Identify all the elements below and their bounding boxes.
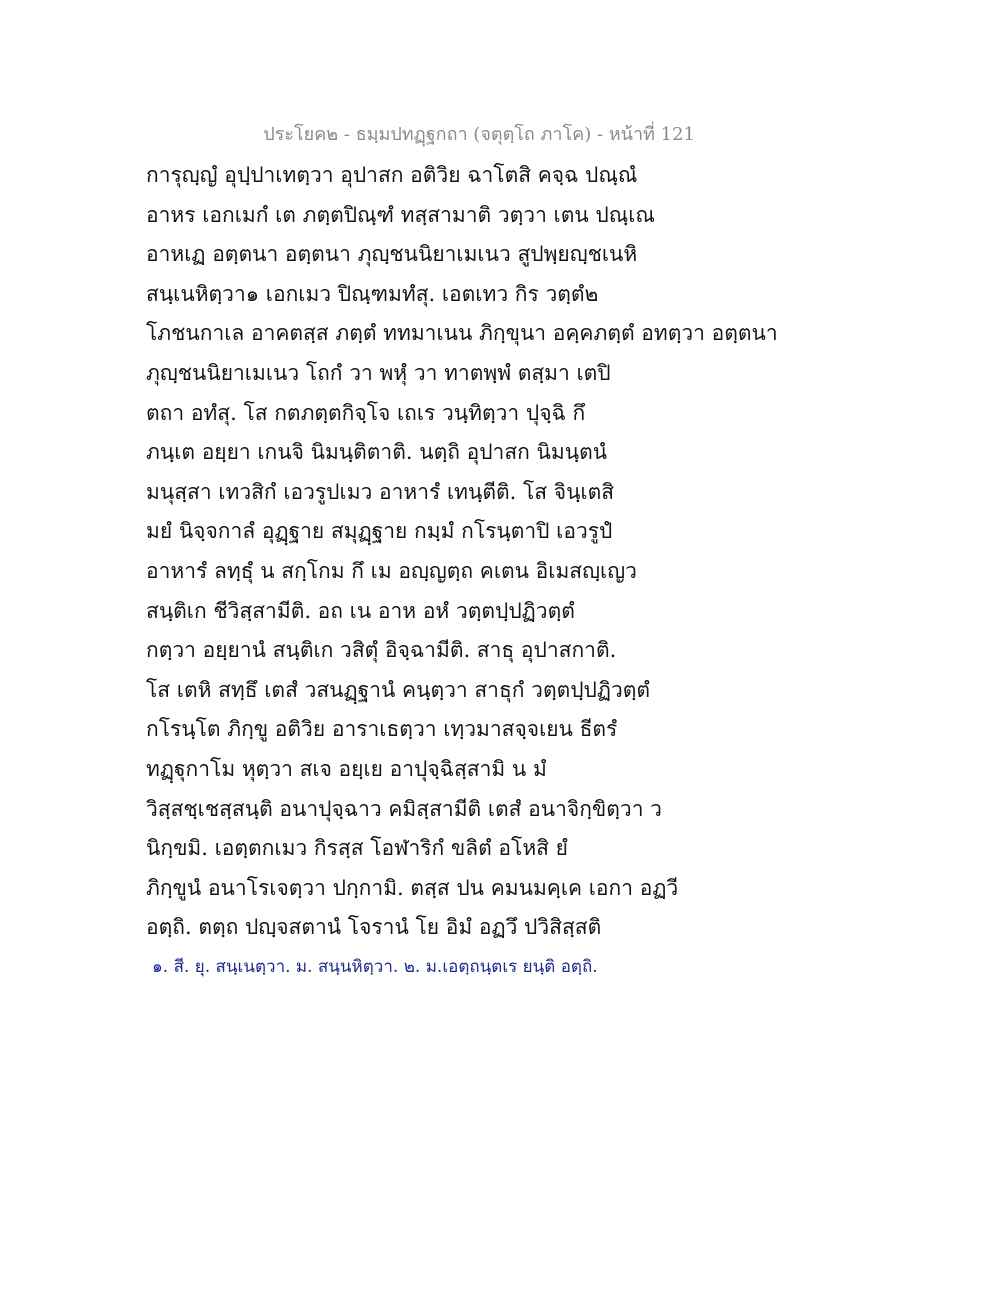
text-line: นิกฺขมิ. เอตฺตกเมว กิรสฺส โอฬาริกํ ขลิตํ อโหสิ ยํ	[146, 836, 568, 861]
running-header: ประโยค๒ - ธมฺมปทฏฺฐกถา (จตุตฺโถ ภาโค) - หน้าที่ 121	[263, 124, 695, 145]
text-line: วิสฺสชฺเชสฺสนฺติ อนาปุจฺฉาว คมิสฺสามีติ เตสํ อนาจิกฺขิตฺวา ว	[146, 796, 662, 821]
text-line: ภิกฺขูนํ อนาโรเจตฺวา ปกฺกามิ. ตสฺส ปน คมนมคฺเค เอกา อฏวี	[146, 875, 679, 900]
text-line: โภชนกาเล อาคตสฺส ภตฺตํ ททมาเนน ภิกฺขุนา อคฺคภตฺตํ อทตฺวา อตฺตนา	[146, 321, 778, 346]
text-line: มยํ นิจฺจกาลํ อุฏฺฐาย สมุฏฺฐาย กมฺมํ กโรนฺตาปิ เอวรูปํ	[146, 519, 613, 544]
text-line: การุญฺญํ อุปฺปาเทตฺวา อุปาสก อติวิย ฉาโตสิ คจฺฉ ปณฺณํ	[146, 163, 638, 187]
text-line: โส เตหิ สทฺธึ เตสํ วสนฏฺฐานํ คนฺตฺวา สาธุกํ วตฺตปฺปฏิวตฺตํ	[146, 677, 651, 702]
text-line: อตฺถิ. ตตฺถ ปญฺจสตานํ โจรานํ โย อิมํ อฏวึ ปวิสิสฺสติ	[146, 915, 602, 940]
text-line: ภุญฺชนนิยาเมเนว โถกํ วา พหุํ วา ทาตพฺพํ ตสฺมา เตปิ	[146, 360, 611, 385]
text-line: อาหร เอกเมกํ เต ภตฺตปิณฺฑํ ทสฺสามาติ วตฺวา เตน ปณฺเณ	[146, 202, 655, 227]
footnote: ๑. สี. ยุ. สนฺเนตฺวา. ม. สนฺนหิตฺวา. ๒. ม.เอตฺถนฺตเร ยนฺติ อตฺถิ.	[152, 957, 598, 977]
text-line: สนฺติเก ชีวิสฺสามีติ. อถ เน อาห อหํ วตฺตปฺปฏิวตฺตํ	[146, 598, 575, 623]
text-line: กโรนฺโต ภิกฺขู อติวิย อาราเธตฺวา เทฺวมาสจฺจเยน ธีตรํ	[146, 717, 618, 742]
text-line: มนุสฺสา เทวสิกํ เอวรูปเมว อาหารํ เทนฺตีติ. โส จินฺเตสิ	[146, 479, 615, 504]
text-line: อาหเฏ อตฺตนา อตฺตนา ภุญฺชนนิยาเมเนว สูปพฺยญฺชเนหิ	[146, 242, 638, 267]
text-line: ตถา อทํสุ. โส กตภตฺตกิจฺโจ เถเร วนฺทิตฺวา ปุจฺฉิ กึ	[146, 400, 586, 425]
text-line: กตฺวา อยฺยานํ สนฺติเก วสิตุํ อิจฺฉามีติ. สาธุ อุปาสกาติ.	[146, 638, 617, 663]
text-line: ภนฺเต อยฺยา เกนจิ นิมนฺติตาติ. นตฺถิ อุปาสก นิมนฺตนํ	[146, 440, 608, 465]
text-line: อาหารํ ลทฺธุํ น สกฺโกม กึ เม อญฺญตฺถ คเตน อิเมสญฺเญว	[146, 558, 637, 583]
text-line: ทฏฺฐุกาโม หุตฺวา สเจ อยฺเย อาปุจฺฉิสฺสามิ น มํ	[146, 756, 547, 781]
body-text	[146, 156, 778, 948]
text-line: สนฺเนหิตฺวา๑ เอกเมว ปิณฺฑมทํสุ. เอตเทว กิร วตฺตํ๒	[146, 281, 599, 306]
